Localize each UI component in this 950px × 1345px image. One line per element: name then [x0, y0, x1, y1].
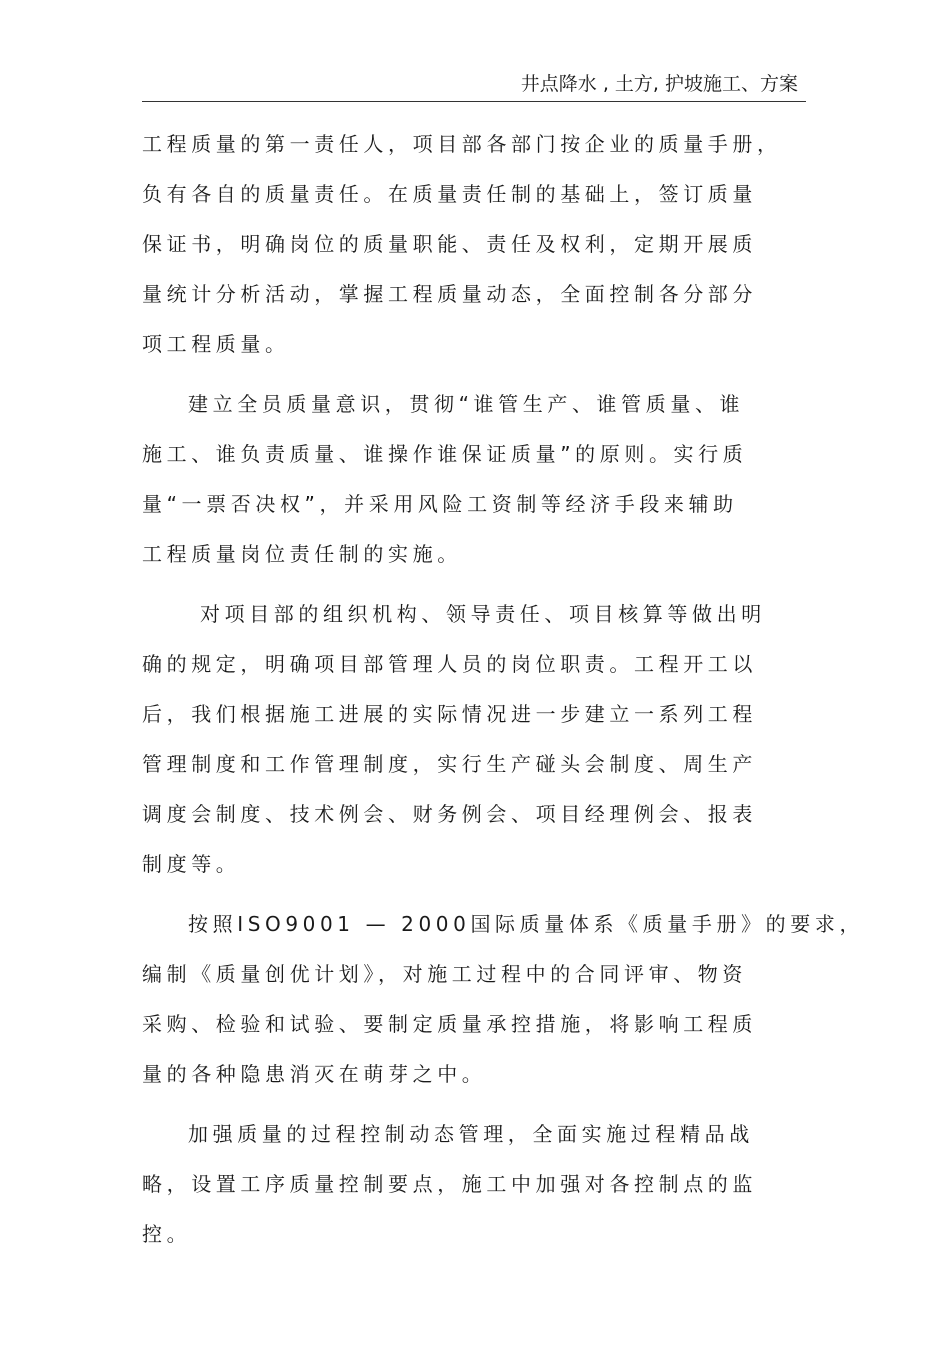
- text-line: 略，设置工序质量控制要点，施工中加强对各控制点的监: [142, 1172, 757, 1196]
- document-body: [142, 119, 865, 1269]
- text-line: 调度会制度、技术例会、财务例会、项目经理例会、报表: [142, 802, 757, 826]
- text-line: 量统计分析活动，掌握工程质量动态，全面控制各分部分: [142, 282, 757, 306]
- page-header: [142, 70, 806, 102]
- text-line: 管理制度和工作管理制度，实行生产碰头会制度、周生产: [142, 752, 757, 776]
- text-line: 采购、检验和试验、要制定质量承控措施，将影响工程质: [142, 1012, 757, 1036]
- text-line: 量“一票否决权”，并采用风险工资制等经济手段来辅助: [142, 492, 738, 516]
- paragraph-3: [142, 589, 792, 889]
- header-title: 井点降水 , 土方, 护坡施工、方案: [520, 73, 798, 95]
- paragraph-2: [142, 379, 792, 579]
- text-line: 对项目部的组织机构、领导责任、项目核算等做出明: [200, 602, 766, 626]
- text-line: 量的各种隐患消灭在萌芽之中。: [142, 1062, 487, 1086]
- paragraph-5: [142, 1109, 792, 1259]
- text-line: 工程质量的第一责任人，项目部各部门按企业的质量手册，: [142, 132, 782, 156]
- text-line: 控。: [142, 1222, 192, 1246]
- text-line: 项工程质量。: [142, 332, 290, 356]
- text-line: 确的规定，明确项目部管理人员的岗位职责。工程开工以: [142, 652, 757, 676]
- text-line: 保证书，明确岗位的质量职能、责任及权利，定期开展质: [142, 232, 757, 256]
- paragraph-4: [142, 899, 865, 1099]
- text-line: 制度等。: [142, 852, 241, 876]
- text-line: 工程质量岗位责任制的实施。: [142, 542, 462, 566]
- text-line: 加强质量的过程控制动态管理，全面实施过程精品战: [188, 1122, 754, 1146]
- text-line: 按照ISO9001 — 2000国际质量体系《质量手册》的要求，: [188, 912, 865, 936]
- text-line: 负有各自的质量责任。在质量责任制的基础上，签订质量: [142, 182, 757, 206]
- text-line: 编制《质量创优计划》，对施工过程中的合同评审、物资: [142, 962, 747, 986]
- text-line: 施工、谁负责质量、谁操作谁保证质量”的原则。实行质: [142, 442, 748, 466]
- text-line: 后，我们根据施工进展的实际情况进一步建立一系列工程: [142, 702, 757, 726]
- text-line: 建立全员质量意识，贯彻“谁管生产、谁管质量、谁: [188, 392, 745, 416]
- paragraph-1: [142, 119, 792, 369]
